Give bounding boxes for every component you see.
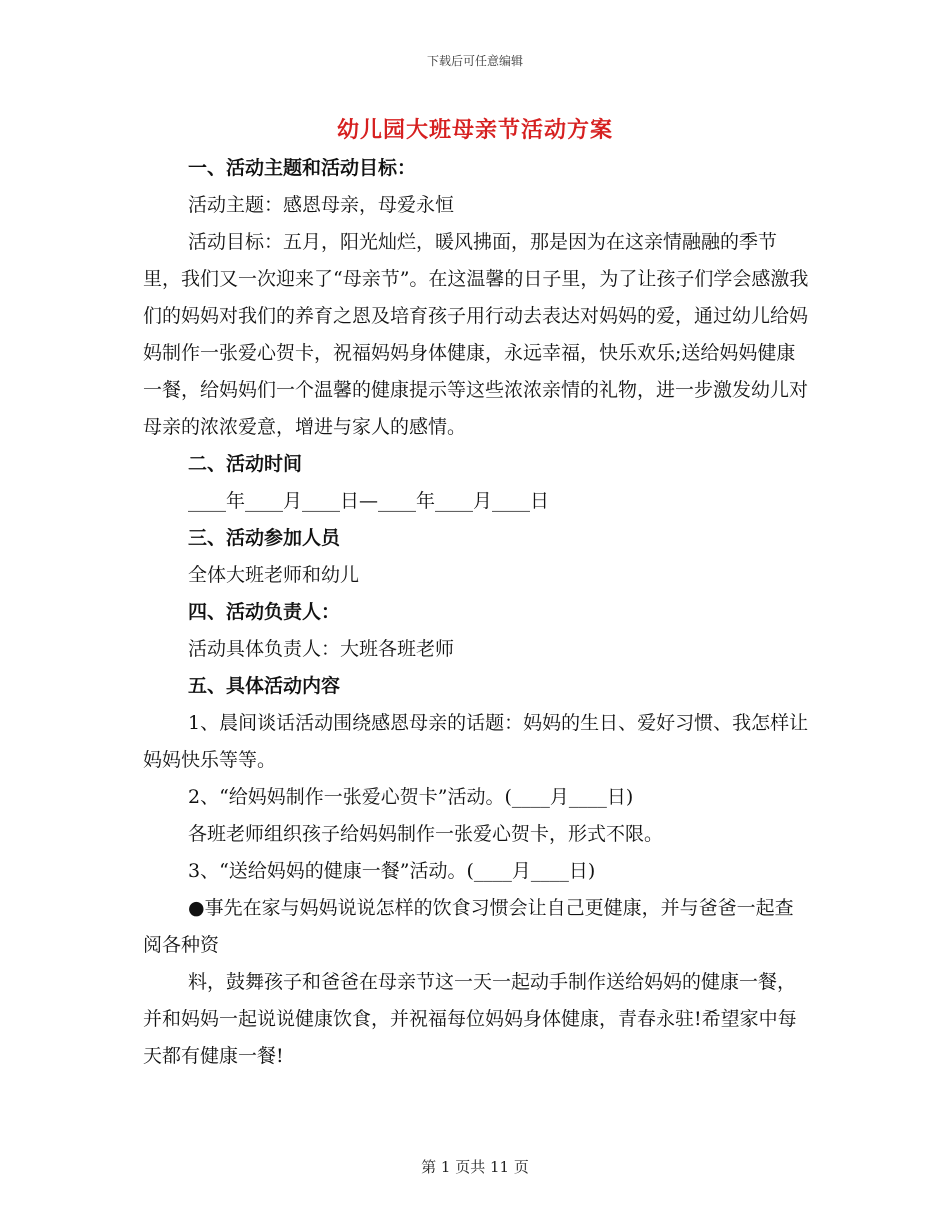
section-heading-5: 五、具体活动内容 — [188, 675, 341, 697]
section-heading-2: 二、活动时间 — [188, 453, 303, 475]
activity-item-2-desc: 各班老师组织孩子给妈妈制作一张爱心贺卡，形式不限。 — [188, 823, 664, 845]
page-footer: 第 1 页共 11 页 — [421, 1158, 529, 1176]
section-heading-4: 四、活动负责人： — [188, 601, 341, 623]
activity-item-3: 3、“送给妈妈的健康一餐”活动。(____月____日) — [188, 860, 596, 882]
activity-item-3-bullet: ●事先在家与妈妈说说怎样的饮食习惯会让自己更健康，并与爸爸一起查阅各种资 — [143, 897, 794, 956]
participants: 全体大班老师和幼儿 — [188, 564, 360, 586]
activity-goal: 活动目标：五月，阳光灿烂，暖风拂面，那是因为在这亲情融融的季节里，我们又一次迎来了“母亲节”。在这温馨的日子里，为了让孩子们学会感激我们的妈妈对我们的养育之恩及培育孩子用行动去表达对妈妈的爱，通过幼儿给妈妈制作一张爱心贺卡，祝福妈妈身体健康，永远幸福，快乐欢乐;送给妈妈健康一餐，给妈妈们一个温馨的健康提示等这些浓浓亲情的礼物，进一步激发幼儿对母亲的浓浓爱意，增进与家人的感情。 — [143, 231, 809, 438]
activity-item-2: 2、“给妈妈制作一张爱心贺卡”活动。(____月____日) — [188, 786, 634, 808]
activity-theme: 活动主题：感恩母亲，母爱永恒 — [188, 194, 455, 216]
activity-item-3-continued: 料，鼓舞孩子和爸爸在母亲节这一天一起动手制作送给妈妈的健康一餐，并和妈妈一起说说健康饮食，并祝福每位妈妈身体健康，青春永驻!希望家中每天都有健康一餐! — [143, 971, 797, 1067]
responsible-person: 活动具体负责人：大班各班老师 — [188, 638, 455, 660]
section-heading-3: 三、活动参加人员 — [188, 527, 341, 549]
document-title: 幼儿园大班母亲节活动方案 — [336, 117, 613, 143]
activity-time: ____年____月____日—____年____月____日 — [188, 490, 550, 512]
header-note: 下载后可任意编辑 — [426, 54, 523, 68]
document-body — [143, 150, 809, 1075]
activity-item-1: 1、晨间谈话活动围绕感恩母亲的话题：妈妈的生日、爱好习惯、我怎样让妈妈快乐等等。 — [143, 712, 809, 771]
section-heading-1: 一、活动主题和活动目标： — [188, 157, 417, 179]
